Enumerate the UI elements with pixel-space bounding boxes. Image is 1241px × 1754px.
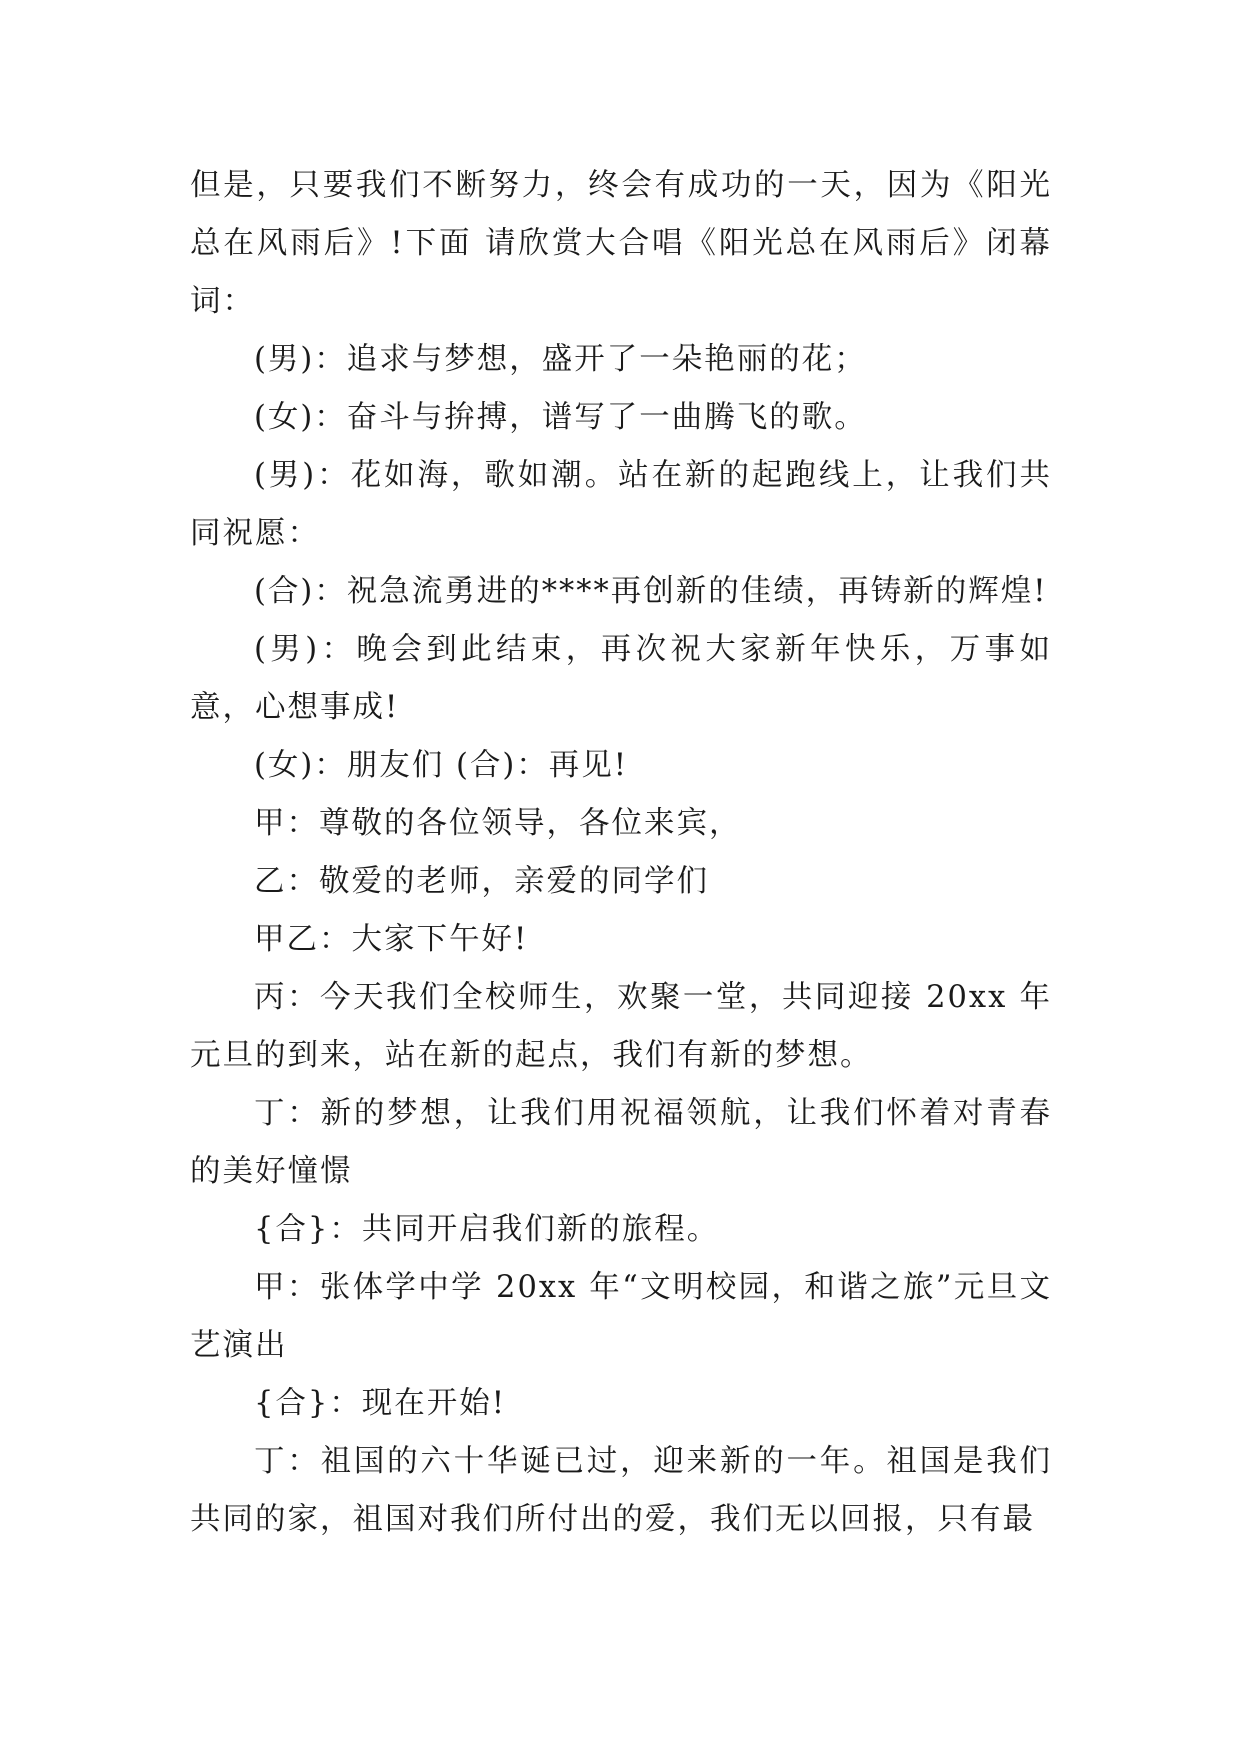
- paragraph-12: 丁：新的梦想，让我们用祝福领航，让我们怀着对青春的美好憧憬: [190, 1096, 1052, 1189]
- paragraph-10: 甲乙：大家下午好!: [254, 922, 529, 957]
- paragraph-14: 甲：张体学中学 20xx 年“文明校园，和谐之旅”元旦文艺演出: [190, 1270, 1052, 1363]
- paragraph-7: (女)：朋友们 (合)：再见!: [254, 748, 629, 783]
- paragraph-15: {合}：现在开始!: [254, 1386, 507, 1421]
- paragraph-5: (合)：祝急流勇进的****再创新的佳绩，再铸新的辉煌!: [254, 574, 1048, 609]
- paragraph-16: 丁：祖国的六十华诞已过，迎来新的一年。祖国是我们共同的家，祖国对我们所付出的爱，我们无以回报，只有最: [190, 1444, 1052, 1537]
- paragraph-11: 丙：今天我们全校师生，欢聚一堂，共同迎接 20xx 年元旦的到来，站在新的起点，我们有新的梦想。: [190, 980, 1052, 1073]
- paragraph-3: (女)：奋斗与拚搏，谱写了一曲腾飞的歌。: [254, 400, 867, 435]
- paragraph-4: (男)：花如海，歌如潮。站在新的起跑线上，让我们共同祝愿：: [190, 458, 1052, 551]
- paragraph-8: 甲：尊敬的各位领导，各位来宾，: [254, 806, 742, 841]
- paragraph-13: {合}：共同开启我们新的旅程。: [254, 1212, 720, 1247]
- document-body: [190, 157, 1052, 1549]
- paragraph-6: (男)：晚会到此结束，再次祝大家新年快乐，万事如意，心想事成!: [190, 632, 1052, 725]
- paragraph-2: (男)：追求与梦想，盛开了一朵艳丽的花；: [254, 342, 867, 377]
- paragraph-1: 但是，只要我们不断努力，终会有成功的一天，因为《阳光总在风雨后》!下面 请欣赏大合唱《阳光总在风雨后》闭幕词：: [190, 168, 1052, 319]
- paragraph-9: 乙：敬爱的老师，亲爱的同学们: [254, 864, 709, 899]
